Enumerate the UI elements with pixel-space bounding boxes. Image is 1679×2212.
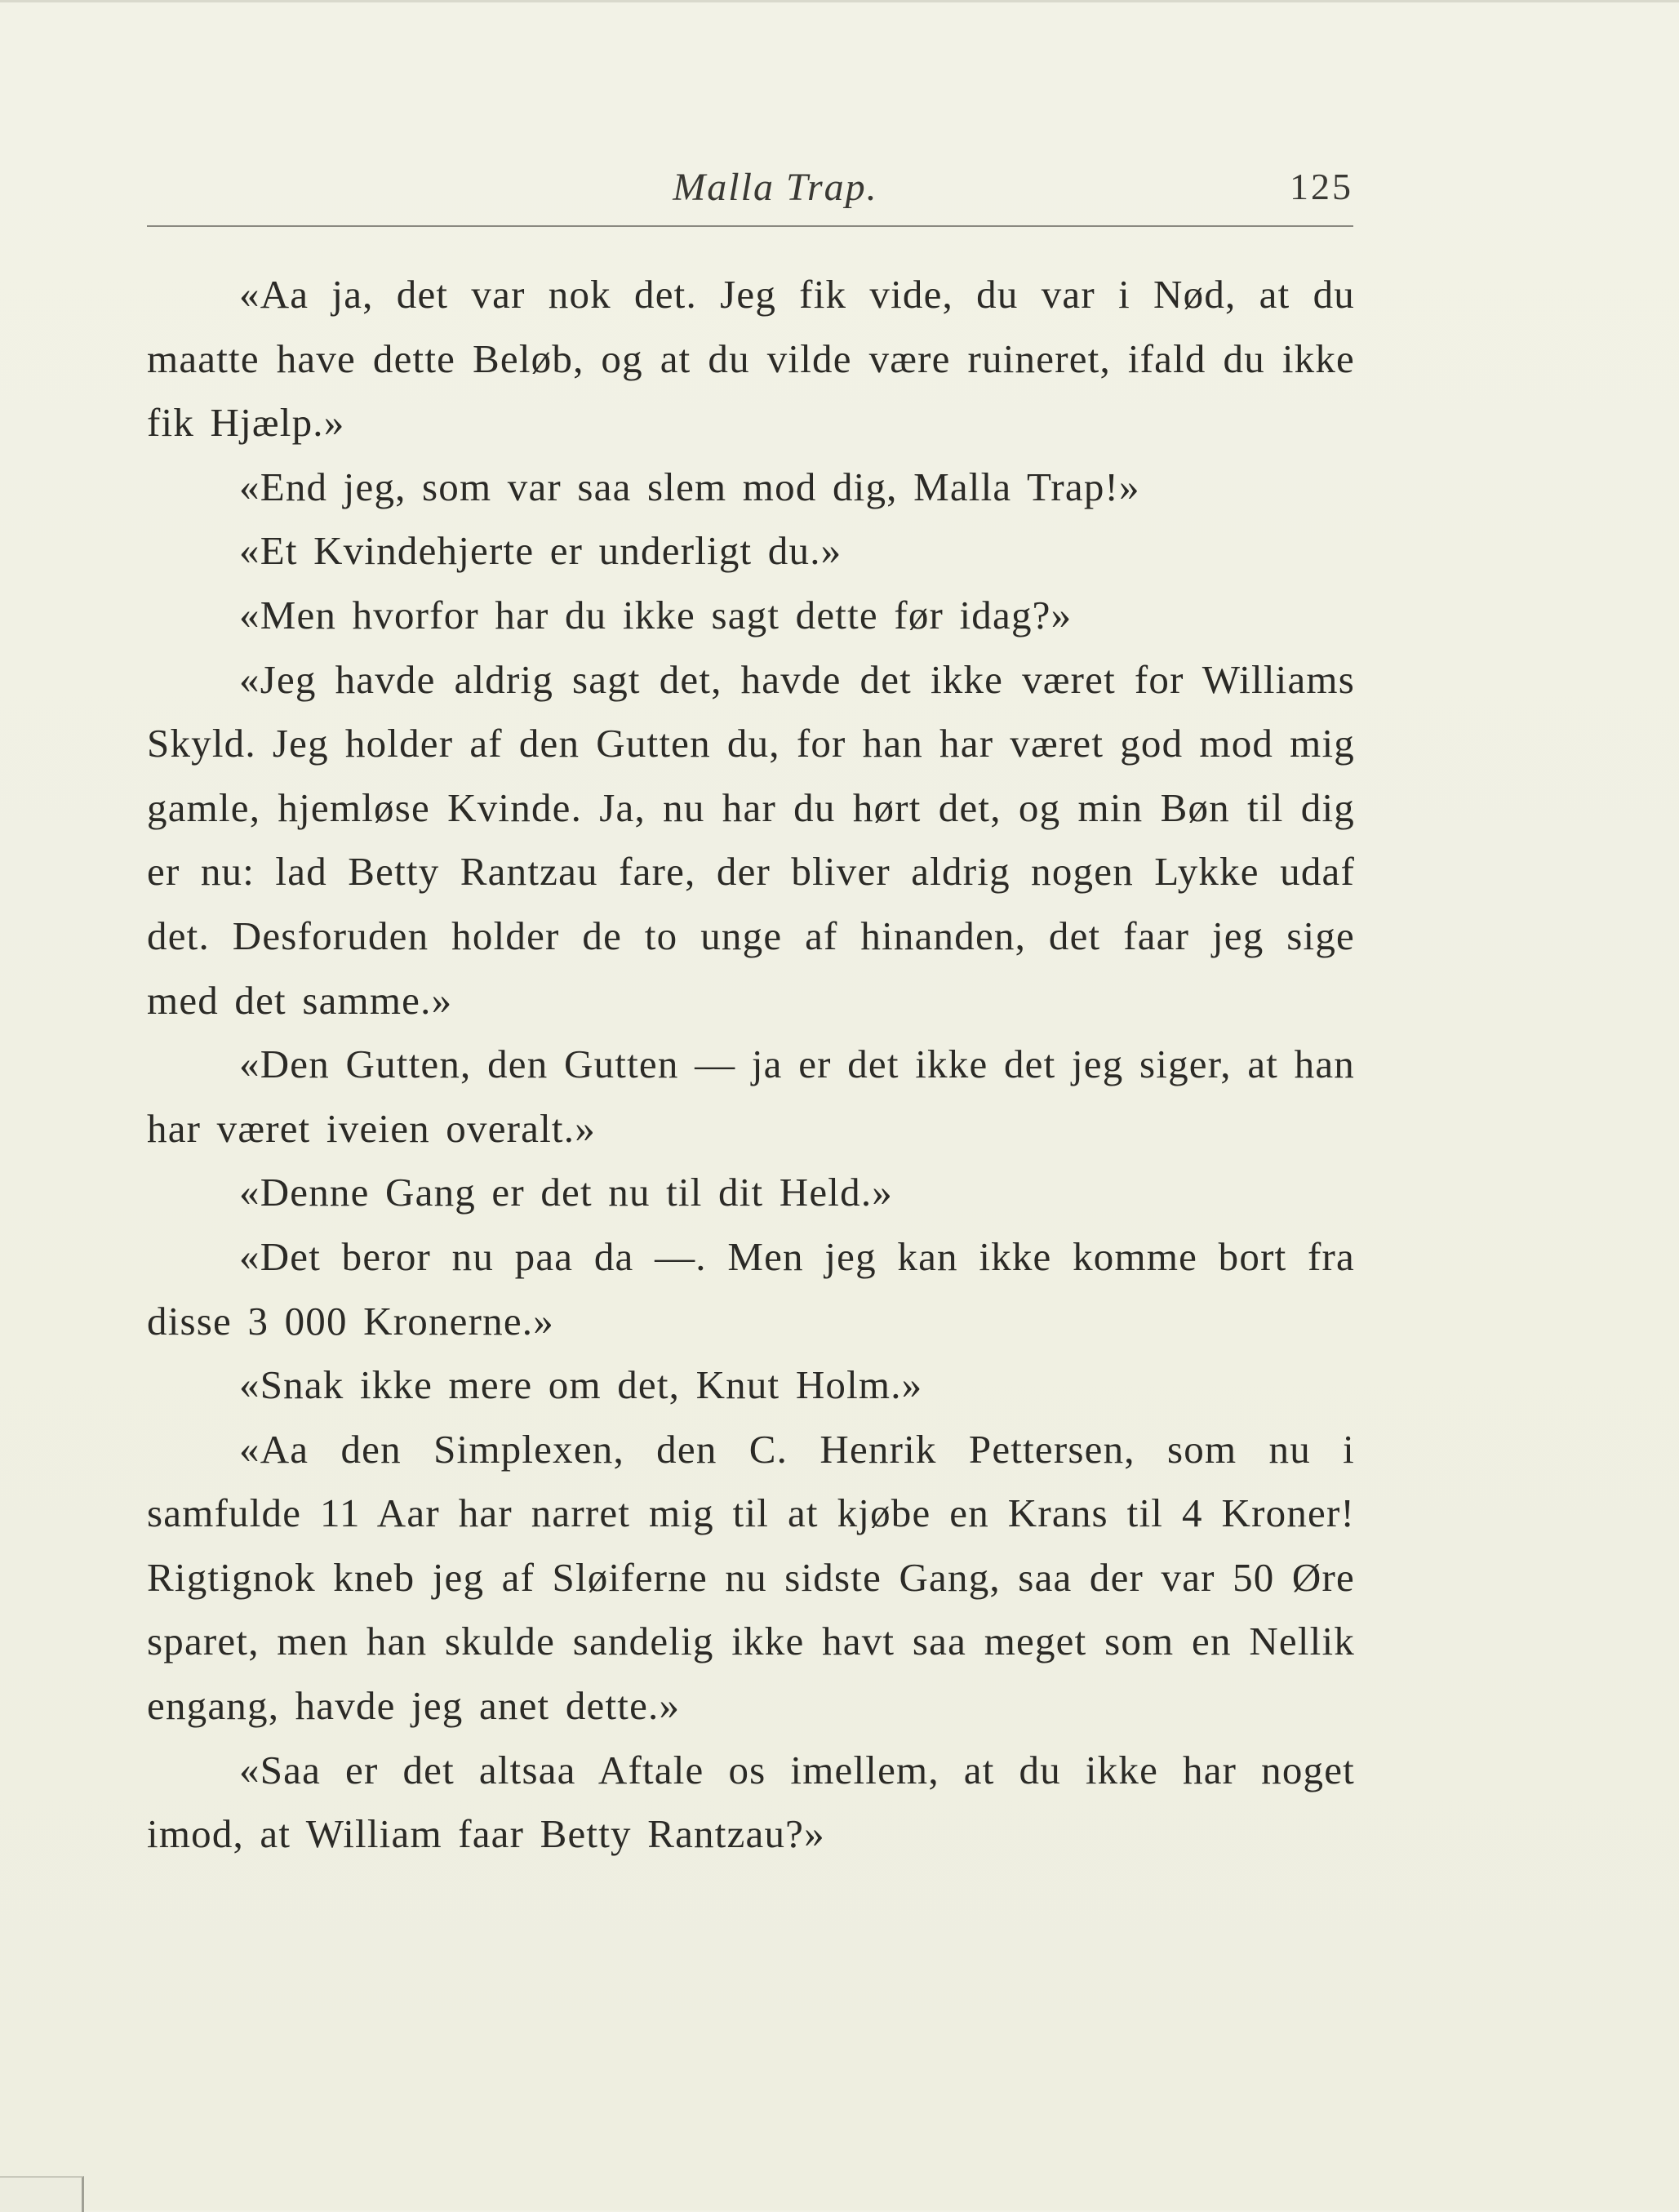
paragraph: «Saa er det altsaa Aftale os imellem, at du ikke har noget imod, at William faar Betty Rantzau?» xyxy=(147,1747,1355,1857)
scan-edge-mark xyxy=(0,2176,84,2212)
paragraph: «Et Kvindehjerte er underligt du.» xyxy=(239,528,842,574)
paragraph: «Aa ja, det var nok det. Jeg fik vide, du var i Nød, at du maatte have dette Beløb, og at du vilde være ruineret, ifald du ikke fik Hjælp.» xyxy=(147,272,1355,446)
running-title: Malla Trap. xyxy=(673,166,878,209)
paragraph: «Denne Gang er det nu til dit Held.» xyxy=(239,1170,893,1215)
paragraph: «End jeg, som var saa slem mod dig, Malla Trap!» xyxy=(239,464,1140,509)
body-text xyxy=(147,263,1355,1867)
page-header xyxy=(147,160,1353,225)
header-rule xyxy=(147,225,1353,227)
paragraph: «Aa den Simplexen, den C. Henrik Pettersen, som nu i samfulde 11 Aar har narret mig til at kjøbe en Krans til 4 Kroner! Rigtignok kneb jeg af Sløiferne nu sidste Gang, saa der var 50 Øre sparet, men han skulde sandelig ikke havt saa meget som en Nellik engang, havde jeg anet dette.» xyxy=(147,1426,1355,1729)
page-number: 125 xyxy=(1290,166,1353,207)
paragraph: «Det beror nu paa da —. Men jeg kan ikke komme bort fra disse 3 000 Kronerne.» xyxy=(147,1233,1355,1344)
paragraph: «Men hvorfor har du ikke sagt dette før idag?» xyxy=(239,592,1073,637)
paragraph: «Snak ikke mere om det, Knut Holm.» xyxy=(239,1362,923,1408)
paragraph: «Den Gutten, den Gutten — ja er det ikke det jeg siger, at han har været iveien overalt.» xyxy=(147,1042,1355,1151)
paragraph: «Jeg havde aldrig sagt det, havde det ikke været for Williams Skyld. Jeg holder af den Gutten du, for han har været god mod mig gamle, hjemløse Kvinde. Ja, nu har du hørt det, og min Bøn til dig er nu: lad Betty Rantzau fare, der bliver aldrig nogen Lykke udaf det. Desforuden holder de to unge af hinanden, det faar jeg sige med det samme.» xyxy=(147,656,1355,1023)
page-top-edge xyxy=(0,0,1679,2)
